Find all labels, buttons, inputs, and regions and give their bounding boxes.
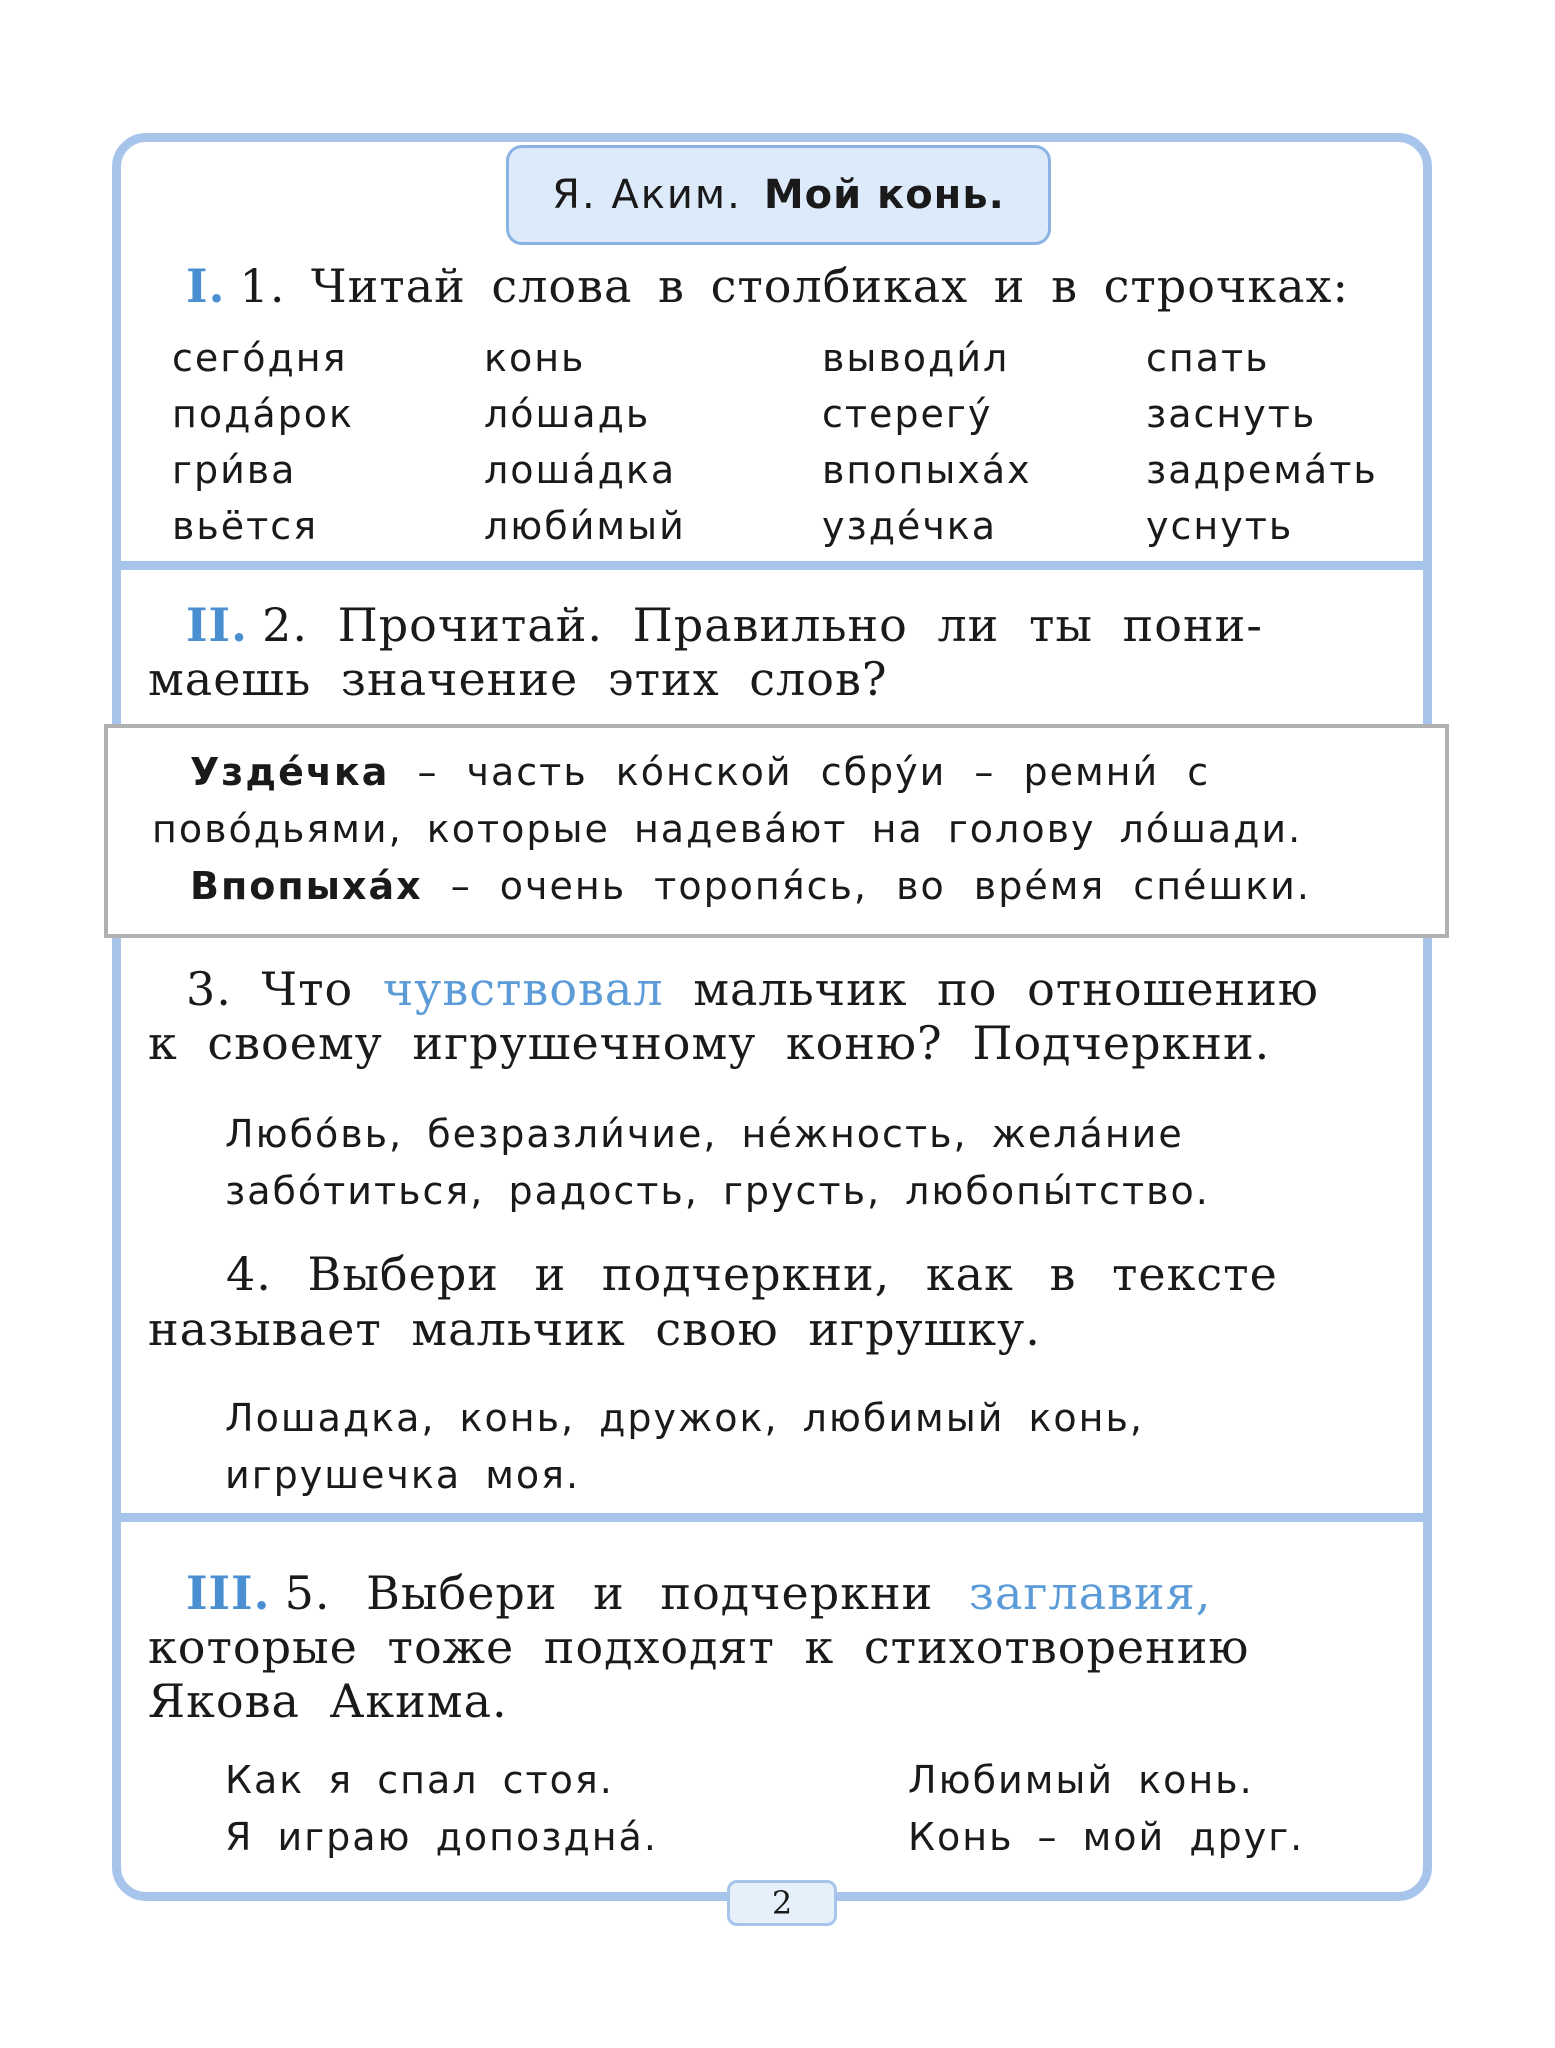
word-cell: задрема́ть: [1146, 448, 1378, 492]
task-5-line-3: Якова Акима.: [148, 1674, 508, 1728]
task-5-highlight: заглавия,: [968, 1566, 1212, 1620]
section-divider-2: [112, 1513, 1432, 1522]
title-work: Мой конь.: [763, 172, 1005, 218]
task-3-answers-line-2: забо́титься, радость, грусть, любопы́тство.: [225, 1169, 1210, 1213]
section-3-roman: III.: [186, 1566, 271, 1620]
title-author: Я. Аким.: [552, 172, 742, 218]
word-columns: [172, 330, 1412, 554]
task-3-suffix: мальчик по отношению: [693, 962, 1319, 1016]
definition-1-term: Узде́чка: [190, 750, 390, 794]
task-3-answers-line-1: Любо́вь, безразли́чие, не́жность, жела́ние: [225, 1112, 1184, 1156]
definition-2: [190, 858, 1311, 914]
task-4-answers-line-2: игрушечка моя.: [225, 1453, 581, 1497]
section-2-roman: II.: [186, 598, 249, 652]
word-cell: ло́шадь: [484, 392, 651, 436]
task-2-line-2: маешь значение этих слов?: [148, 652, 888, 706]
section-divider-1: [112, 561, 1432, 570]
word-cell: лоша́дка: [484, 448, 677, 492]
title-option: Любимый конь.: [908, 1758, 1254, 1802]
task-3-highlight: чувствовал: [382, 962, 664, 1016]
word-cell: впопыха́х: [822, 448, 1032, 492]
task-5-prefix: 5. Выбери и подчеркни: [284, 1566, 934, 1620]
title-option: Как я спал стоя.: [225, 1758, 614, 1802]
word-cell: сего́дня: [172, 336, 348, 380]
definition-1-text: – часть ко́нской сбру́и – ремни́ с: [417, 750, 1211, 794]
word-cell: пода́рок: [172, 392, 354, 436]
task-1-text: 1. Читай слова в столбиках и в строчках:: [239, 259, 1349, 313]
definition-1: [190, 744, 1210, 800]
word-cell: узде́чка: [822, 504, 998, 548]
title-option: Я играю допоздна́.: [225, 1815, 658, 1859]
word-cell: гри́ва: [172, 448, 297, 492]
title-option: Конь – мой друг.: [908, 1815, 1305, 1859]
word-cell: люби́мый: [484, 504, 686, 548]
definition-1-line-2: пово́дьями, которые надева́ют на голову ло́шади.: [152, 807, 1303, 851]
word-cell: спать: [1146, 336, 1270, 380]
task-5-line-2: которые тоже подходят к стихотворению: [148, 1620, 1250, 1674]
definition-2-term: Впопыха́х: [190, 864, 423, 908]
task-2-text: 2. Прочитай. Правильно ли ты пони-: [262, 598, 1263, 652]
title-box: [506, 145, 1051, 245]
task-4-line-2: называет мальчик свою игрушку.: [148, 1302, 1041, 1356]
word-cell: конь: [484, 336, 586, 380]
word-cell: уснуть: [1146, 504, 1294, 548]
page-number: 2: [727, 1880, 837, 1926]
word-cell: стерегу́: [822, 392, 993, 436]
word-cell: выводи́л: [822, 336, 1010, 380]
definitions-box: [104, 724, 1449, 938]
task-4-answers-line-1: Лошадка, конь, дружок, любимый конь,: [225, 1396, 1144, 1440]
task-3-line-1: [186, 962, 1319, 1016]
definition-2-text: – очень торопя́сь, во вре́мя спе́шки.: [450, 864, 1311, 908]
word-cell: заснуть: [1146, 392, 1317, 436]
task-1-heading: [186, 259, 1349, 313]
task-4-line-1: 4. Выбери и подчеркни, как в тексте: [226, 1247, 1278, 1301]
task-5-line-1: [186, 1566, 1211, 1620]
word-cell: вьётся: [172, 504, 319, 548]
task-2-line-1: [186, 598, 1263, 652]
task-3-line-2: к своему игрушечному коню? Подчеркни.: [148, 1016, 1271, 1070]
section-1-roman: I.: [186, 259, 226, 313]
task-3-prefix: 3. Что: [186, 962, 354, 1016]
